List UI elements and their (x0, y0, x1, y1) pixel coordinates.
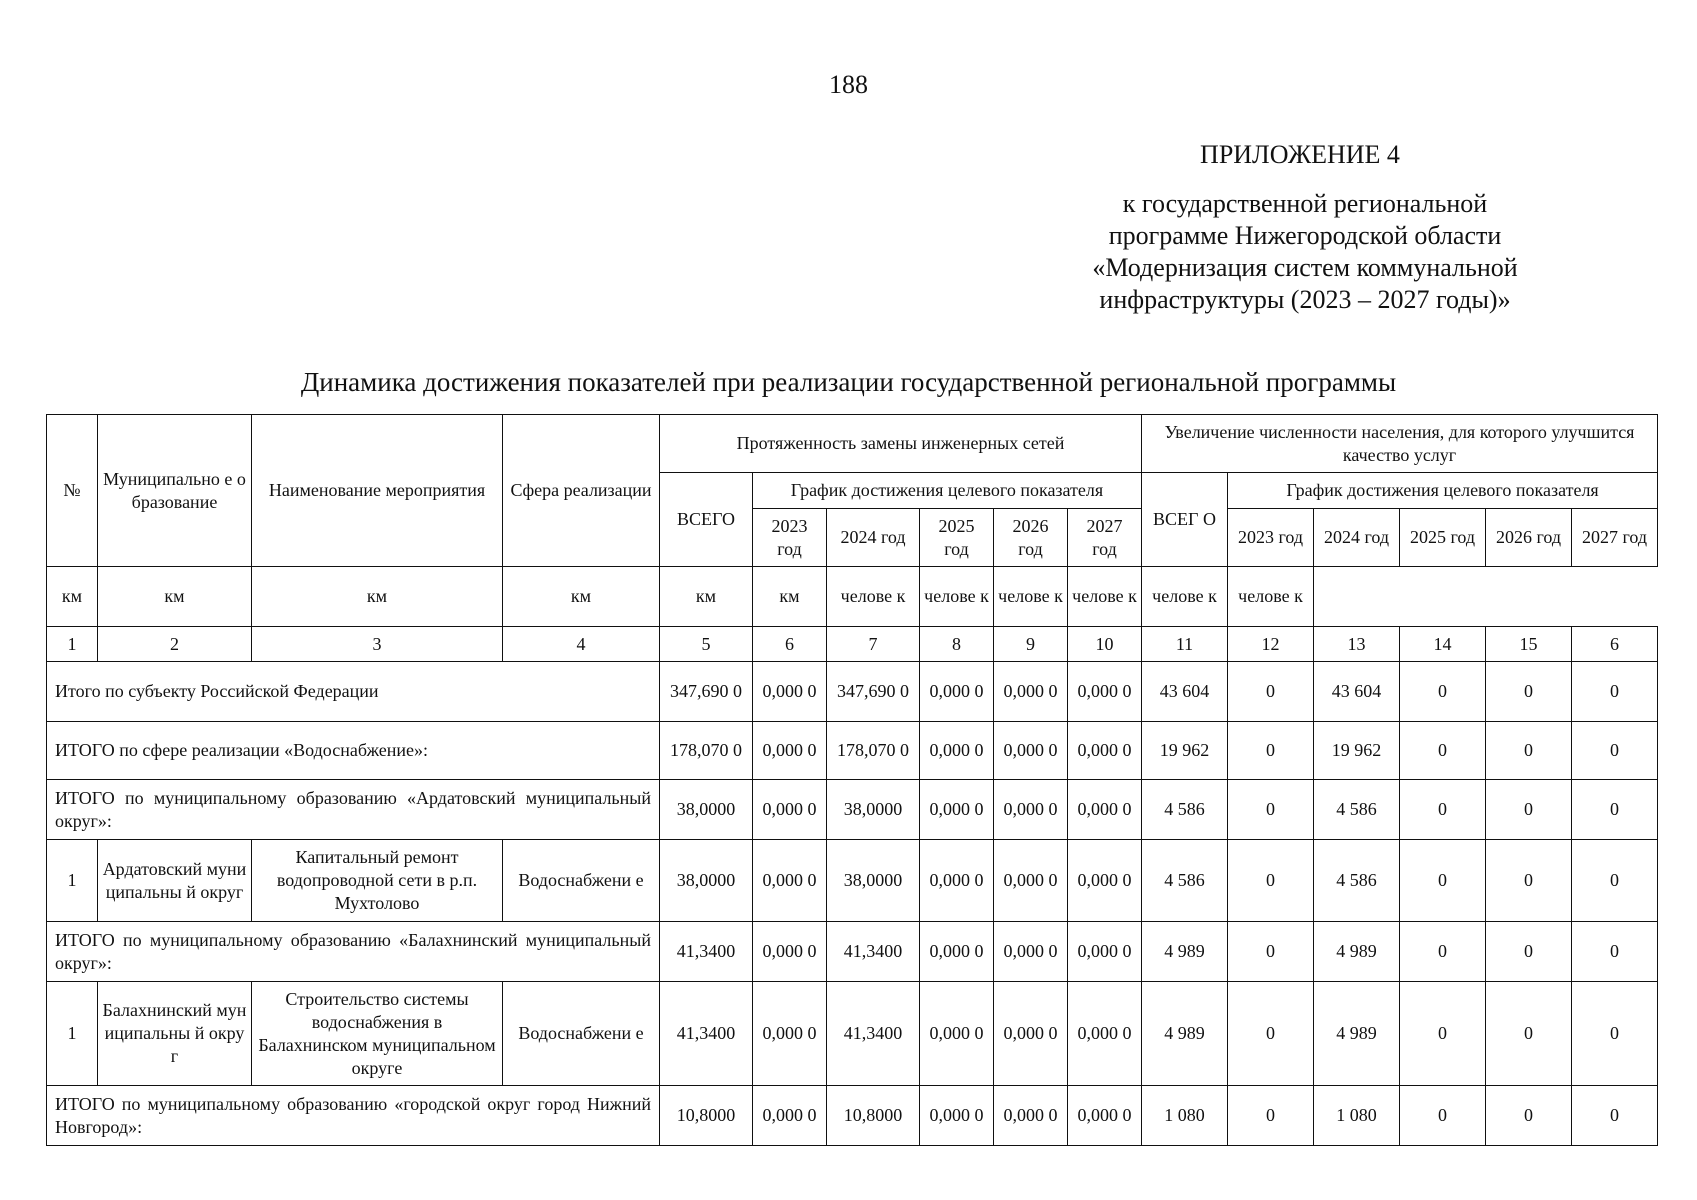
value-cell: 0,000 0 (753, 922, 827, 982)
value-cell: 19 962 (1314, 722, 1400, 780)
event-name-cell: Строительство системы водоснабжения в Балахнинском муниципальном округе (252, 982, 503, 1086)
value-cell: 0 (1486, 722, 1572, 780)
value-cell: 38,0000 (660, 780, 753, 840)
value-cell: 0,000 0 (1068, 780, 1142, 840)
column-number-cell: 3 (252, 627, 503, 662)
column-number-row (47, 627, 1658, 662)
value-cell: 0,000 0 (1068, 840, 1142, 922)
header-year: 2025 год (920, 509, 994, 567)
value-cell: 0 (1486, 1086, 1572, 1146)
value-cell: 0,000 0 (920, 1086, 994, 1146)
header-year: 2024 год (827, 509, 920, 567)
header-schedule-km: График достижения целевого показателя (753, 473, 1142, 509)
value-cell: 0 (1228, 1086, 1314, 1146)
summary-label: ИТОГО по сфере реализации «Водоснабжение»: (47, 722, 660, 780)
summary-row (47, 662, 1658, 722)
value-cell: 0,000 0 (1068, 1086, 1142, 1146)
summary-row (47, 1086, 1658, 1146)
header-event-name: Наименование мероприятия (252, 415, 503, 567)
header-no: № (47, 415, 98, 567)
header-unit-km: км (252, 567, 503, 627)
header-year: 2024 год (1314, 509, 1400, 567)
value-cell: 0 (1486, 780, 1572, 840)
header-unit-pop: челове к (1142, 567, 1228, 627)
value-cell: 41,3400 (660, 982, 753, 1086)
value-cell: 0,000 0 (1068, 662, 1142, 722)
row-number-cell: 1 (47, 982, 98, 1086)
page-number: 188 (829, 70, 868, 99)
value-cell: 4 586 (1314, 780, 1400, 840)
value-cell: 0,000 0 (994, 662, 1068, 722)
column-number-cell: 8 (920, 627, 994, 662)
value-cell: 0,000 0 (920, 922, 994, 982)
column-number-cell: 1 (47, 627, 98, 662)
value-cell: 0 (1486, 662, 1572, 722)
value-cell: 4 989 (1314, 922, 1400, 982)
header-unit-km: км (47, 567, 98, 627)
header-unit-pop: челове к (1228, 567, 1314, 627)
value-cell: 347,690 0 (827, 662, 920, 722)
value-cell: 0 (1486, 840, 1572, 922)
value-cell: 0,000 0 (753, 982, 827, 1086)
header-year: 2027 год (1572, 509, 1658, 567)
value-cell: 0,000 0 (920, 982, 994, 1086)
value-cell: 178,070 0 (660, 722, 753, 780)
column-number-cell: 5 (660, 627, 753, 662)
municipality-cell: Ардатовский муниципальны й округ (98, 840, 252, 922)
appendix-line: программе Нижегородской области (1108, 221, 1502, 250)
value-cell: 0,000 0 (753, 662, 827, 722)
header-unit-pop: челове к (1068, 567, 1142, 627)
header-year: 2026 год (1486, 509, 1572, 567)
value-cell: 0 (1400, 982, 1486, 1086)
value-cell: 38,0000 (660, 840, 753, 922)
value-cell: 0,000 0 (994, 982, 1068, 1086)
detail-row (47, 982, 1658, 1086)
detail-row (47, 840, 1658, 922)
value-cell: 0 (1572, 840, 1658, 922)
column-number-cell: 7 (827, 627, 920, 662)
value-cell: 0 (1400, 840, 1486, 922)
summary-row (47, 780, 1658, 840)
value-cell: 0,000 0 (1068, 722, 1142, 780)
column-number-cell: 13 (1314, 627, 1400, 662)
column-number-cell: 2 (98, 627, 252, 662)
header-length-group: Протяженность замены инженерных сетей (660, 415, 1142, 473)
header-unit-pop: челове к (827, 567, 920, 627)
column-number-cell: 9 (994, 627, 1068, 662)
appendix-line: к государственной региональной (1122, 189, 1488, 218)
value-cell: 0,000 0 (994, 840, 1068, 922)
value-cell: 0 (1572, 1086, 1658, 1146)
header-unit-pop: челове к (994, 567, 1068, 627)
appendix-subtitle (1080, 188, 1530, 316)
header-year: 2025 год (1400, 509, 1486, 567)
value-cell: 1 080 (1142, 1086, 1228, 1146)
value-cell: 0 (1400, 662, 1486, 722)
value-cell: 0 (1228, 722, 1314, 780)
sphere-cell: Водоснабжени е (503, 840, 660, 922)
header-sphere: Сфера реализации (503, 415, 660, 567)
value-cell: 41,3400 (827, 922, 920, 982)
row-number-cell: 1 (47, 840, 98, 922)
summary-label: ИТОГО по муниципальному образованию «городской округ город Нижний Новгород»: (47, 1086, 660, 1146)
value-cell: 38,0000 (827, 840, 920, 922)
value-cell: 0 (1228, 922, 1314, 982)
summary-label: ИТОГО по муниципальному образованию «Балахнинский муниципальный округ»: (47, 922, 660, 982)
event-name-cell: Капитальный ремонт водопроводной сети в р.п. Мухтолово (252, 840, 503, 922)
appendix-title: ПРИЛОЖЕНИЕ 4 (1200, 140, 1400, 169)
value-cell: 0 (1400, 722, 1486, 780)
value-cell: 0,000 0 (920, 780, 994, 840)
value-cell: 41,3400 (660, 922, 753, 982)
value-cell: 10,8000 (827, 1086, 920, 1146)
value-cell: 41,3400 (827, 982, 920, 1086)
value-cell: 0 (1572, 662, 1658, 722)
sphere-cell: Водоснабжени е (503, 982, 660, 1086)
value-cell: 0 (1572, 722, 1658, 780)
value-cell: 19 962 (1142, 722, 1228, 780)
value-cell: 0 (1400, 1086, 1486, 1146)
header-population-group: Увеличение численности населения, для которого улучшится качество услуг (1142, 415, 1658, 473)
header-year: 2026 год (994, 509, 1068, 567)
value-cell: 0,000 0 (1068, 982, 1142, 1086)
header-unit-pop: челове к (920, 567, 994, 627)
value-cell: 0 (1228, 982, 1314, 1086)
column-number-cell: 14 (1400, 627, 1486, 662)
value-cell: 0 (1572, 780, 1658, 840)
appendix-line: инфраструктуры (2023 – 2027 годы)» (1099, 285, 1511, 314)
summary-label: ИТОГО по муниципальному образованию «Ардатовский муниципальный округ»: (47, 780, 660, 840)
value-cell: 0 (1228, 840, 1314, 922)
value-cell: 4 989 (1142, 922, 1228, 982)
document-title: Динамика достижения показателей при реализации государственной региональной программы (300, 367, 1397, 397)
column-number-cell: 4 (503, 627, 660, 662)
indicators-table (46, 414, 1658, 1146)
column-number-cell: 12 (1228, 627, 1314, 662)
appendix-line: «Модернизация систем коммунальной (1092, 253, 1518, 282)
value-cell: 0,000 0 (1068, 922, 1142, 982)
header-total-km: ВСЕГО (660, 473, 753, 567)
value-cell: 4 586 (1142, 840, 1228, 922)
column-number-cell: 10 (1068, 627, 1142, 662)
value-cell: 0,000 0 (920, 840, 994, 922)
value-cell: 0 (1228, 780, 1314, 840)
summary-row (47, 722, 1658, 780)
value-cell: 10,8000 (660, 1086, 753, 1146)
municipality-cell: Балахнинский муниципальны й округ (98, 982, 252, 1086)
value-cell: 0,000 0 (920, 722, 994, 780)
value-cell: 0,000 0 (753, 1086, 827, 1146)
value-cell: 0,000 0 (994, 1086, 1068, 1146)
header-total-pop: ВСЕГ О (1142, 473, 1228, 567)
table-body (47, 662, 1658, 1146)
column-number-cell: 11 (1142, 627, 1228, 662)
value-cell: 4 989 (1142, 982, 1228, 1086)
value-cell: 0,000 0 (753, 840, 827, 922)
column-number-cell: 15 (1486, 627, 1572, 662)
value-cell: 347,690 0 (660, 662, 753, 722)
value-cell: 0 (1486, 982, 1572, 1086)
value-cell: 0,000 0 (994, 922, 1068, 982)
value-cell: 0 (1572, 982, 1658, 1086)
header-unit-km: км (503, 567, 660, 627)
header-year: 2027 год (1068, 509, 1142, 567)
summary-label: Итого по субъекту Российской Федерации (47, 662, 660, 722)
value-cell: 0,000 0 (920, 662, 994, 722)
value-cell: 1 080 (1314, 1086, 1400, 1146)
header-year: 2023 год (753, 509, 827, 567)
value-cell: 4 586 (1314, 840, 1400, 922)
value-cell: 0 (1486, 922, 1572, 982)
header-schedule-pop: График достижения целевого показателя (1228, 473, 1658, 509)
value-cell: 0,000 0 (994, 780, 1068, 840)
summary-row (47, 922, 1658, 982)
value-cell: 43 604 (1314, 662, 1400, 722)
value-cell: 0 (1572, 922, 1658, 982)
header-unit-km: км (660, 567, 753, 627)
value-cell: 4 989 (1314, 982, 1400, 1086)
value-cell: 43 604 (1142, 662, 1228, 722)
value-cell: 0 (1400, 922, 1486, 982)
value-cell: 0 (1228, 662, 1314, 722)
value-cell: 0 (1400, 780, 1486, 840)
value-cell: 0,000 0 (753, 722, 827, 780)
value-cell: 0,000 0 (994, 722, 1068, 780)
column-number-cell: 6 (1572, 627, 1658, 662)
value-cell: 4 586 (1142, 780, 1228, 840)
column-number-cell: 6 (753, 627, 827, 662)
header-unit-km: км (753, 567, 827, 627)
value-cell: 0,000 0 (753, 780, 827, 840)
header-year: 2023 год (1228, 509, 1314, 567)
value-cell: 38,0000 (827, 780, 920, 840)
header-municipality: Муниципально е образование (98, 415, 252, 567)
header-unit-km: км (98, 567, 252, 627)
value-cell: 178,070 0 (827, 722, 920, 780)
